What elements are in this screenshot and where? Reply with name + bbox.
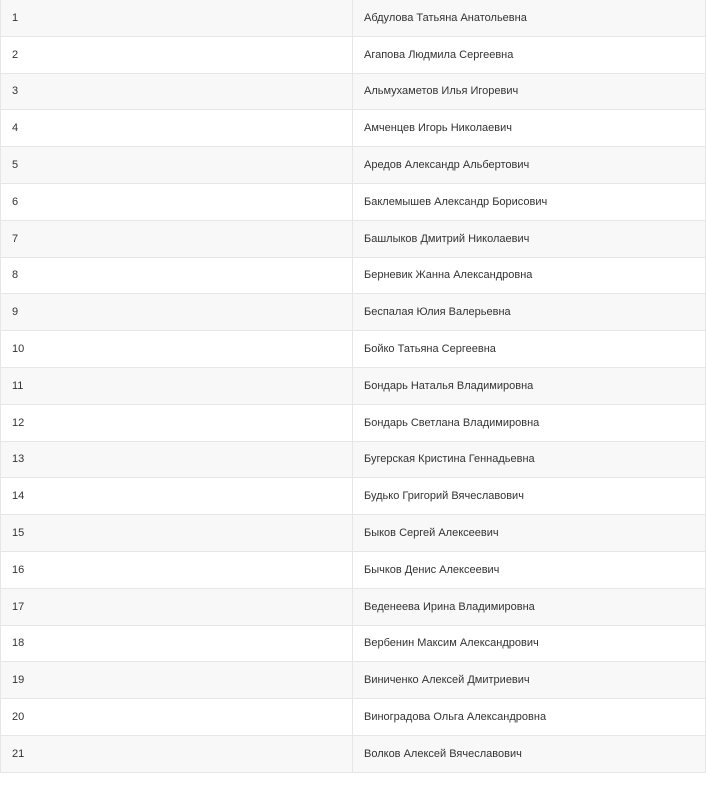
row-name-cell: Вербенин Максим Александрович bbox=[353, 625, 706, 662]
table-row bbox=[1, 147, 706, 184]
table-row bbox=[1, 478, 706, 515]
row-name-cell: Виниченко Алексей Дмитриевич bbox=[353, 662, 706, 699]
row-number-cell: 12 bbox=[1, 404, 353, 441]
row-name-cell: Берневик Жанна Александровна bbox=[353, 257, 706, 294]
row-number-cell: 1 bbox=[1, 0, 353, 36]
row-number-cell: 8 bbox=[1, 257, 353, 294]
row-name-cell: Виноградова Ольга Александровна bbox=[353, 699, 706, 736]
row-name-cell: Амченцев Игорь Николаевич bbox=[353, 110, 706, 147]
table-row bbox=[1, 257, 706, 294]
row-name-cell: Аредов Александр Альбертович bbox=[353, 147, 706, 184]
table-row bbox=[1, 515, 706, 552]
table-row bbox=[1, 331, 706, 368]
row-name-cell: Веденеева Ирина Владимировна bbox=[353, 588, 706, 625]
table-row bbox=[1, 73, 706, 110]
row-number-cell: 11 bbox=[1, 367, 353, 404]
table-row bbox=[1, 0, 706, 36]
table-row bbox=[1, 183, 706, 220]
table-row bbox=[1, 735, 706, 772]
row-number-cell: 4 bbox=[1, 110, 353, 147]
row-number-cell: 5 bbox=[1, 147, 353, 184]
row-name-cell: Бугерская Кристина Геннадьевна bbox=[353, 441, 706, 478]
row-name-cell: Будько Григорий Вячеславович bbox=[353, 478, 706, 515]
row-number-cell: 17 bbox=[1, 588, 353, 625]
table-row bbox=[1, 220, 706, 257]
row-number-cell: 21 bbox=[1, 735, 353, 772]
row-number-cell: 10 bbox=[1, 331, 353, 368]
row-number-cell: 13 bbox=[1, 441, 353, 478]
row-number-cell: 6 bbox=[1, 183, 353, 220]
row-name-cell: Волков Алексей Вячеславович bbox=[353, 735, 706, 772]
row-name-cell: Беспалая Юлия Валерьевна bbox=[353, 294, 706, 331]
row-name-cell: Башлыков Дмитрий Николаевич bbox=[353, 220, 706, 257]
row-name-cell: Бондарь Наталья Владимировна bbox=[353, 367, 706, 404]
table-row bbox=[1, 588, 706, 625]
roster-table-body bbox=[1, 0, 706, 772]
row-number-cell: 16 bbox=[1, 551, 353, 588]
table-row bbox=[1, 625, 706, 662]
table-row bbox=[1, 404, 706, 441]
table-row bbox=[1, 441, 706, 478]
table-row bbox=[1, 551, 706, 588]
row-number-cell: 2 bbox=[1, 36, 353, 73]
table-row bbox=[1, 367, 706, 404]
row-number-cell: 20 bbox=[1, 699, 353, 736]
row-number-cell: 18 bbox=[1, 625, 353, 662]
row-number-cell: 7 bbox=[1, 220, 353, 257]
row-number-cell: 19 bbox=[1, 662, 353, 699]
table-row bbox=[1, 36, 706, 73]
row-number-cell: 3 bbox=[1, 73, 353, 110]
row-name-cell: Агапова Людмила Сергеевна bbox=[353, 36, 706, 73]
row-number-cell: 9 bbox=[1, 294, 353, 331]
row-name-cell: Альмухаметов Илья Игоревич bbox=[353, 73, 706, 110]
table-row bbox=[1, 662, 706, 699]
table-row bbox=[1, 699, 706, 736]
table-row bbox=[1, 294, 706, 331]
row-name-cell: Быков Сергей Алексеевич bbox=[353, 515, 706, 552]
row-name-cell: Бычков Денис Алексеевич bbox=[353, 551, 706, 588]
table-row bbox=[1, 110, 706, 147]
row-name-cell: Абдулова Татьяна Анатольевна bbox=[353, 0, 706, 36]
row-number-cell: 14 bbox=[1, 478, 353, 515]
row-name-cell: Бойко Татьяна Сергеевна bbox=[353, 331, 706, 368]
row-number-cell: 15 bbox=[1, 515, 353, 552]
row-name-cell: Баклемышев Александр Борисович bbox=[353, 183, 706, 220]
row-name-cell: Бондарь Светлана Владимировна bbox=[353, 404, 706, 441]
